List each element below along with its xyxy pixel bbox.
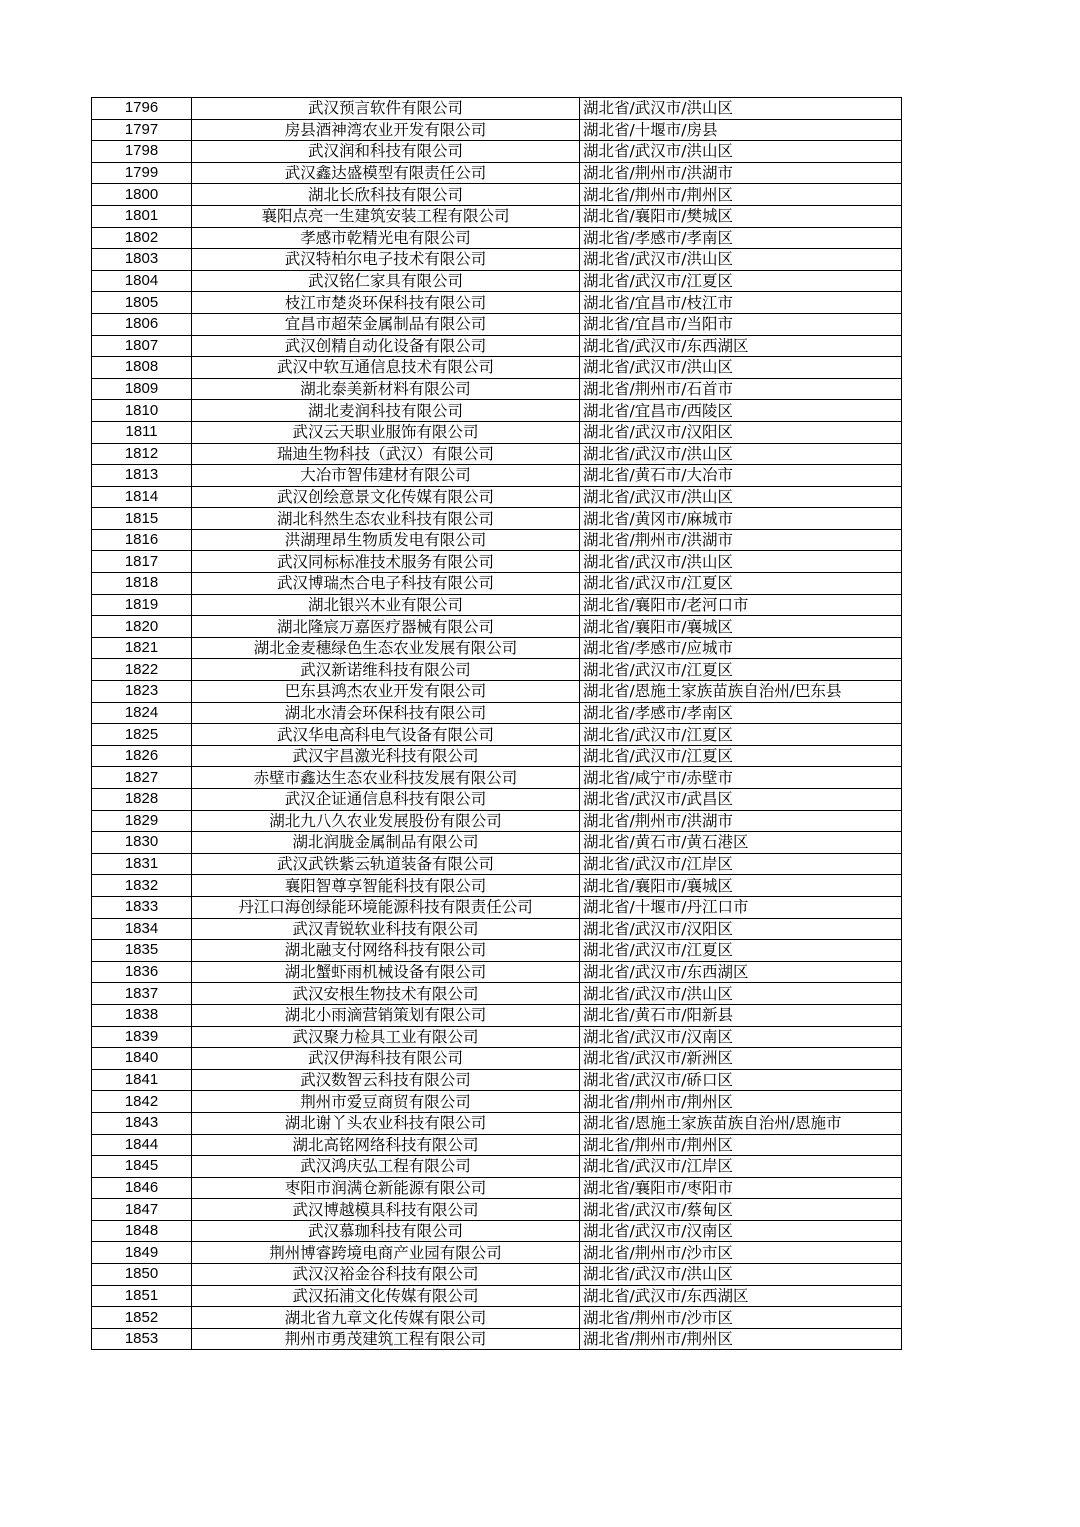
company-name-cell: 襄阳点亮一生建筑安装工程有限公司: [192, 205, 580, 227]
table-row: [92, 98, 902, 120]
serial-number-cell: 1834: [92, 918, 192, 940]
region-cell: 湖北省/黄冈市/麻城市: [580, 508, 902, 530]
table-row: [92, 1328, 902, 1350]
table-row: [92, 1264, 902, 1286]
region-cell: 湖北省/武汉市/洪山区: [580, 551, 902, 573]
serial-number-cell: 1797: [92, 119, 192, 141]
serial-number-cell: 1808: [92, 357, 192, 379]
serial-number-cell: 1839: [92, 1026, 192, 1048]
company-name-cell: 湖北谢丫头农业科技有限公司: [192, 1112, 580, 1134]
company-name-cell: 武汉企证通信息科技有限公司: [192, 789, 580, 811]
table-row: [92, 1220, 902, 1242]
company-name-cell: 枣阳市润满仓新能源有限公司: [192, 1177, 580, 1199]
company-name-cell: 武汉拓浦文化传媒有限公司: [192, 1285, 580, 1307]
company-name-cell: 武汉聚力检具工业有限公司: [192, 1026, 580, 1048]
region-cell: 湖北省/襄阳市/襄城区: [580, 875, 902, 897]
company-name-cell: 武汉预言软件有限公司: [192, 98, 580, 120]
company-name-cell: 巴东县鸿杰农业开发有限公司: [192, 681, 580, 703]
serial-number-cell: 1833: [92, 896, 192, 918]
region-cell: 湖北省/荆州市/洪湖市: [580, 810, 902, 832]
region-cell: 湖北省/武汉市/洪山区: [580, 357, 902, 379]
table-row: [92, 810, 902, 832]
region-cell: 湖北省/武汉市/江夏区: [580, 659, 902, 681]
serial-number-cell: 1818: [92, 573, 192, 595]
company-name-cell: 荆州市勇茂建筑工程有限公司: [192, 1328, 580, 1350]
table-row: [92, 378, 902, 400]
company-name-cell: 大冶市智伟建材有限公司: [192, 465, 580, 487]
table-row: [92, 141, 902, 163]
company-name-cell: 武汉伊海科技有限公司: [192, 1048, 580, 1070]
region-cell: 湖北省/武汉市/洪山区: [580, 141, 902, 163]
serial-number-cell: 1823: [92, 681, 192, 703]
serial-number-cell: 1810: [92, 400, 192, 422]
table-row: [92, 1004, 902, 1026]
table-row: [92, 594, 902, 616]
serial-number-cell: 1831: [92, 853, 192, 875]
serial-number-cell: 1847: [92, 1199, 192, 1221]
serial-number-cell: 1841: [92, 1069, 192, 1091]
serial-number-cell: 1805: [92, 292, 192, 314]
company-name-cell: 荆州博睿跨境电商产业园有限公司: [192, 1242, 580, 1264]
company-name-cell: 武汉同标标准技术服务有限公司: [192, 551, 580, 573]
serial-number-cell: 1830: [92, 832, 192, 854]
region-cell: 湖北省/武汉市/硚口区: [580, 1069, 902, 1091]
table-row: [92, 896, 902, 918]
region-cell: 湖北省/襄阳市/老河口市: [580, 594, 902, 616]
region-cell: 湖北省/黄石市/黄石港区: [580, 832, 902, 854]
region-cell: 湖北省/武汉市/蔡甸区: [580, 1199, 902, 1221]
table-row: [92, 1112, 902, 1134]
serial-number-cell: 1842: [92, 1091, 192, 1113]
region-cell: 湖北省/武汉市/江夏区: [580, 940, 902, 962]
region-cell: 湖北省/武汉市/洪山区: [580, 98, 902, 120]
table-row: [92, 1307, 902, 1329]
table-row: [92, 616, 902, 638]
company-name-cell: 武汉创精自动化设备有限公司: [192, 335, 580, 357]
company-name-cell: 荆州市爱豆商贸有限公司: [192, 1091, 580, 1113]
region-cell: 湖北省/孝感市/孝南区: [580, 702, 902, 724]
region-cell: 湖北省/武汉市/洪山区: [580, 983, 902, 1005]
serial-number-cell: 1817: [92, 551, 192, 573]
company-name-cell: 武汉铭仁家具有限公司: [192, 270, 580, 292]
region-cell: 湖北省/武汉市/洪山区: [580, 443, 902, 465]
company-name-cell: 湖北高铭网络科技有限公司: [192, 1134, 580, 1156]
table-row: [92, 270, 902, 292]
table-row: [92, 940, 902, 962]
serial-number-cell: 1819: [92, 594, 192, 616]
serial-number-cell: 1850: [92, 1264, 192, 1286]
region-cell: 湖北省/黄石市/阳新县: [580, 1004, 902, 1026]
serial-number-cell: 1809: [92, 378, 192, 400]
company-name-cell: 宜昌市超荣金属制品有限公司: [192, 313, 580, 335]
table-row: [92, 1048, 902, 1070]
region-cell: 湖北省/武汉市/洪山区: [580, 249, 902, 271]
company-name-cell: 丹江口海创绿能环境能源科技有限责任公司: [192, 896, 580, 918]
table-row: [92, 119, 902, 141]
region-cell: 湖北省/宜昌市/西陵区: [580, 400, 902, 422]
serial-number-cell: 1813: [92, 465, 192, 487]
serial-number-cell: 1846: [92, 1177, 192, 1199]
table-row: [92, 832, 902, 854]
table-row: [92, 767, 902, 789]
table-row: [92, 465, 902, 487]
company-name-cell: 武汉云天职业服饰有限公司: [192, 421, 580, 443]
company-name-cell: 湖北九八久农业发展股份有限公司: [192, 810, 580, 832]
region-cell: 湖北省/恩施土家族苗族自治州/恩施市: [580, 1112, 902, 1134]
serial-number-cell: 1803: [92, 249, 192, 271]
region-cell: 湖北省/武汉市/江夏区: [580, 724, 902, 746]
company-name-cell: 湖北长欣科技有限公司: [192, 184, 580, 206]
region-cell: 湖北省/荆州市/荆州区: [580, 1134, 902, 1156]
region-cell: 湖北省/武汉市/武昌区: [580, 789, 902, 811]
table-row: [92, 789, 902, 811]
company-name-cell: 湖北科然生态农业科技有限公司: [192, 508, 580, 530]
table-row: [92, 1285, 902, 1307]
region-cell: 湖北省/孝感市/孝南区: [580, 227, 902, 249]
table-row: [92, 983, 902, 1005]
company-name-cell: 湖北省九章文化传媒有限公司: [192, 1307, 580, 1329]
serial-number-cell: 1838: [92, 1004, 192, 1026]
company-name-cell: 武汉润和科技有限公司: [192, 141, 580, 163]
company-name-cell: 武汉中软互通信息技术有限公司: [192, 357, 580, 379]
serial-number-cell: 1843: [92, 1112, 192, 1134]
company-name-cell: 武汉汉裕金谷科技有限公司: [192, 1264, 580, 1286]
region-cell: 湖北省/荆州市/沙市区: [580, 1307, 902, 1329]
company-name-cell: 湖北隆宸万嘉医疗器械有限公司: [192, 616, 580, 638]
region-cell: 湖北省/武汉市/江夏区: [580, 270, 902, 292]
company-name-cell: 湖北小雨滴营销策划有限公司: [192, 1004, 580, 1026]
table-row: [92, 400, 902, 422]
region-cell: 湖北省/十堰市/丹江口市: [580, 896, 902, 918]
region-cell: 湖北省/武汉市/东西湖区: [580, 961, 902, 983]
serial-number-cell: 1832: [92, 875, 192, 897]
serial-number-cell: 1853: [92, 1328, 192, 1350]
table-row: [92, 875, 902, 897]
company-name-cell: 湖北金麦穗绿色生态农业发展有限公司: [192, 637, 580, 659]
serial-number-cell: 1844: [92, 1134, 192, 1156]
company-name-cell: 武汉华电高科电气设备有限公司: [192, 724, 580, 746]
region-cell: 湖北省/武汉市/东西湖区: [580, 1285, 902, 1307]
serial-number-cell: 1821: [92, 637, 192, 659]
table-row: [92, 961, 902, 983]
serial-number-cell: 1822: [92, 659, 192, 681]
table-row: [92, 335, 902, 357]
table-row: [92, 637, 902, 659]
serial-number-cell: 1806: [92, 313, 192, 335]
company-name-cell: 房县酒神湾农业开发有限公司: [192, 119, 580, 141]
company-name-cell: 武汉数智云科技有限公司: [192, 1069, 580, 1091]
serial-number-cell: 1835: [92, 940, 192, 962]
serial-number-cell: 1826: [92, 745, 192, 767]
table-row: [92, 681, 902, 703]
company-name-cell: 武汉安根生物技术有限公司: [192, 983, 580, 1005]
serial-number-cell: 1849: [92, 1242, 192, 1264]
serial-number-cell: 1828: [92, 789, 192, 811]
table-row: [92, 573, 902, 595]
serial-number-cell: 1812: [92, 443, 192, 465]
region-cell: 湖北省/荆州市/荆州区: [580, 184, 902, 206]
company-name-cell: 武汉武铁紫云轨道装备有限公司: [192, 853, 580, 875]
region-cell: 湖北省/荆州市/石首市: [580, 378, 902, 400]
region-cell: 湖北省/武汉市/汉阳区: [580, 421, 902, 443]
table-row: [92, 486, 902, 508]
company-name-cell: 武汉特柏尔电子技术有限公司: [192, 249, 580, 271]
region-cell: 湖北省/荆州市/荆州区: [580, 1091, 902, 1113]
region-cell: 湖北省/武汉市/新洲区: [580, 1048, 902, 1070]
company-name-cell: 赤壁市鑫达生态农业科技发展有限公司: [192, 767, 580, 789]
company-name-cell: 武汉博瑞杰合电子科技有限公司: [192, 573, 580, 595]
table-body: [92, 98, 902, 1350]
region-cell: 湖北省/荆州市/洪湖市: [580, 529, 902, 551]
serial-number-cell: 1811: [92, 421, 192, 443]
table-row: [92, 162, 902, 184]
serial-number-cell: 1827: [92, 767, 192, 789]
serial-number-cell: 1796: [92, 98, 192, 120]
region-cell: 湖北省/咸宁市/赤壁市: [580, 767, 902, 789]
serial-number-cell: 1816: [92, 529, 192, 551]
region-cell: 湖北省/武汉市/汉阳区: [580, 918, 902, 940]
region-cell: 湖北省/武汉市/汉南区: [580, 1220, 902, 1242]
serial-number-cell: 1851: [92, 1285, 192, 1307]
region-cell: 湖北省/黄石市/大冶市: [580, 465, 902, 487]
serial-number-cell: 1801: [92, 205, 192, 227]
region-cell: 湖北省/十堰市/房县: [580, 119, 902, 141]
serial-number-cell: 1815: [92, 508, 192, 530]
company-name-cell: 湖北水清会环保科技有限公司: [192, 702, 580, 724]
table-row: [92, 1134, 902, 1156]
table-row: [92, 745, 902, 767]
serial-number-cell: 1845: [92, 1156, 192, 1178]
company-name-cell: 武汉鸿庆弘工程有限公司: [192, 1156, 580, 1178]
serial-number-cell: 1825: [92, 724, 192, 746]
region-cell: 湖北省/宜昌市/当阳市: [580, 313, 902, 335]
table-row: [92, 1156, 902, 1178]
region-cell: 湖北省/武汉市/江岸区: [580, 1156, 902, 1178]
region-cell: 湖北省/襄阳市/枣阳市: [580, 1177, 902, 1199]
table-row: [92, 529, 902, 551]
table-row: [92, 1091, 902, 1113]
table-row: [92, 918, 902, 940]
serial-number-cell: 1824: [92, 702, 192, 724]
table-row: [92, 1069, 902, 1091]
table-row: [92, 551, 902, 573]
region-cell: 湖北省/恩施土家族苗族自治州/巴东县: [580, 681, 902, 703]
region-cell: 湖北省/武汉市/江夏区: [580, 573, 902, 595]
table-row: [92, 227, 902, 249]
table-row: [92, 313, 902, 335]
serial-number-cell: 1799: [92, 162, 192, 184]
company-name-cell: 湖北润胧金属制品有限公司: [192, 832, 580, 854]
region-cell: 湖北省/荆州市/荆州区: [580, 1328, 902, 1350]
table-row: [92, 184, 902, 206]
region-cell: 湖北省/武汉市/洪山区: [580, 1264, 902, 1286]
region-cell: 湖北省/武汉市/汉南区: [580, 1026, 902, 1048]
company-name-cell: 武汉新诺维科技有限公司: [192, 659, 580, 681]
table-row: [92, 292, 902, 314]
company-list-table: [91, 97, 902, 1350]
table-row: [92, 853, 902, 875]
company-name-cell: 武汉鑫达盛模型有限责任公司: [192, 162, 580, 184]
table-row: [92, 1242, 902, 1264]
serial-number-cell: 1836: [92, 961, 192, 983]
company-name-cell: 襄阳智尊享智能科技有限公司: [192, 875, 580, 897]
company-name-cell: 湖北麦润科技有限公司: [192, 400, 580, 422]
table-row: [92, 443, 902, 465]
company-name-cell: 湖北融支付网络科技有限公司: [192, 940, 580, 962]
company-name-cell: 瑞迪生物科技（武汉）有限公司: [192, 443, 580, 465]
company-name-cell: 武汉青锐软业科技有限公司: [192, 918, 580, 940]
serial-number-cell: 1804: [92, 270, 192, 292]
region-cell: 湖北省/武汉市/江岸区: [580, 853, 902, 875]
table-row: [92, 249, 902, 271]
table-row: [92, 1026, 902, 1048]
region-cell: 湖北省/武汉市/洪山区: [580, 486, 902, 508]
region-cell: 湖北省/孝感市/应城市: [580, 637, 902, 659]
company-name-cell: 湖北银兴木业有限公司: [192, 594, 580, 616]
serial-number-cell: 1848: [92, 1220, 192, 1242]
serial-number-cell: 1807: [92, 335, 192, 357]
serial-number-cell: 1800: [92, 184, 192, 206]
table-row: [92, 702, 902, 724]
region-cell: 湖北省/襄阳市/樊城区: [580, 205, 902, 227]
company-name-cell: 武汉创绘意景文化传媒有限公司: [192, 486, 580, 508]
region-cell: 湖北省/荆州市/洪湖市: [580, 162, 902, 184]
serial-number-cell: 1820: [92, 616, 192, 638]
region-cell: 湖北省/武汉市/东西湖区: [580, 335, 902, 357]
serial-number-cell: 1814: [92, 486, 192, 508]
table-row: [92, 205, 902, 227]
region-cell: 湖北省/荆州市/沙市区: [580, 1242, 902, 1264]
table-row: [92, 659, 902, 681]
company-name-cell: 湖北泰美新材料有限公司: [192, 378, 580, 400]
company-name-cell: 湖北蟹虾雨机械设备有限公司: [192, 961, 580, 983]
region-cell: 湖北省/武汉市/江夏区: [580, 745, 902, 767]
company-name-cell: 孝感市乾精光电有限公司: [192, 227, 580, 249]
serial-number-cell: 1852: [92, 1307, 192, 1329]
serial-number-cell: 1798: [92, 141, 192, 163]
serial-number-cell: 1837: [92, 983, 192, 1005]
company-name-cell: 洪湖理昂生物质发电有限公司: [192, 529, 580, 551]
company-name-cell: 枝江市楚炎环保科技有限公司: [192, 292, 580, 314]
serial-number-cell: 1829: [92, 810, 192, 832]
table-row: [92, 1177, 902, 1199]
region-cell: 湖北省/襄阳市/襄城区: [580, 616, 902, 638]
serial-number-cell: 1802: [92, 227, 192, 249]
table-row: [92, 421, 902, 443]
company-name-cell: 武汉慕珈科技有限公司: [192, 1220, 580, 1242]
region-cell: 湖北省/宜昌市/枝江市: [580, 292, 902, 314]
serial-number-cell: 1840: [92, 1048, 192, 1070]
table-row: [92, 724, 902, 746]
table-row: [92, 508, 902, 530]
table-row: [92, 1199, 902, 1221]
company-name-cell: 武汉博越模具科技有限公司: [192, 1199, 580, 1221]
company-name-cell: 武汉宇昌激光科技有限公司: [192, 745, 580, 767]
table-row: [92, 357, 902, 379]
